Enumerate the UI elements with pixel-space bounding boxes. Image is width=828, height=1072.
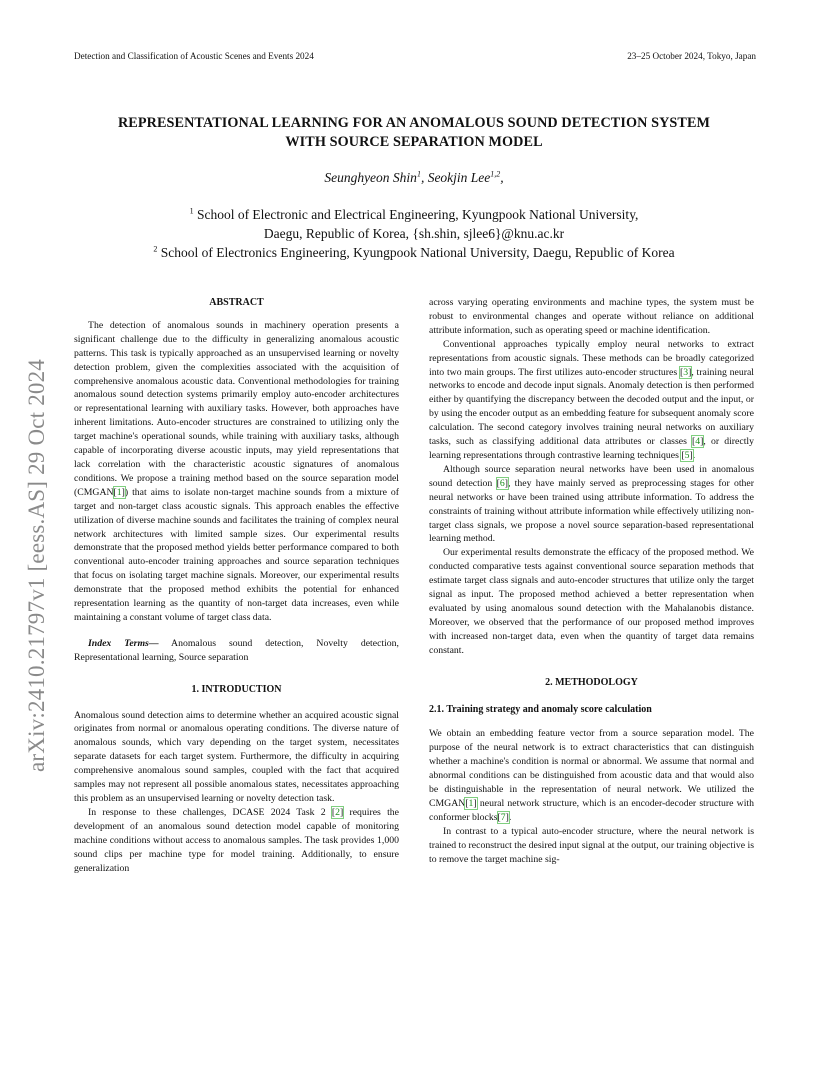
citation-link[interactable]: [ 7 ] <box>498 812 509 823</box>
abstract-heading: ABSTRACT <box>209 297 264 308</box>
arxiv-watermark: arXiv:2410.21797v1 [eess.AS] 29 Oct 2024 <box>24 358 49 772</box>
author-trailing: , <box>500 170 504 185</box>
author-2: Seokjin Lee <box>427 170 491 185</box>
citation-link[interactable]: [ 2 ] <box>332 807 343 818</box>
affiliations <box>50 205 778 262</box>
citation-link[interactable]: [ 6 ] <box>497 478 508 489</box>
author-1-affil: 1 <box>416 169 421 179</box>
citation-link[interactable]: [ 4 ] <box>692 436 703 447</box>
affiliation-1 <box>50 205 778 224</box>
intro-paragraph-2 <box>74 806 399 876</box>
citation-link[interactable]: [ 1 ] <box>465 798 476 809</box>
affil-1-marker: 1 <box>189 206 194 216</box>
intro-p3-part-3: , or directly learning representations through contrastive learning techniques <box>429 436 754 461</box>
index-terms-text: Anomalous sound detection, Novelty detection, Representational learning, Source separation <box>74 637 399 663</box>
citation-link[interactable]: [ 3 ] <box>680 367 691 378</box>
method-paragraph-2: In contrast to a typical auto-encoder structure, where the neural network is trained to reconstruct the desired input signal at the output, our training objective is to remove the target machine sig- <box>429 825 754 865</box>
citation-link[interactable]: [ 5 ] <box>681 450 692 461</box>
abstract-text-part-1: The detection of anomalous sounds in machinery operation presents a significant challenge due to the difficulty in generalizing anomalous acoustic patterns. This task is typically approached as an unsupervised learning or novelty detection problem, given the complexities associated with the acquisition of comprehensive anomalous acoustic data. Conventional methodologies for training anomalous sound detection systems primarily employ auto-encoder architectures or representational learning with auxiliary tasks. However, both approaches have inherent limitations. Auto-encoder structures are constrained to utilizing only the target machine's operational sounds, while training with auxiliary tasks, although capable of incorporating diverse acoustic inputs, may yield representations that lack correlation with the characteristic acoustic signatures of anomalous conditions. We propose a training method based on the source separation model (CMGAN <box>74 319 399 498</box>
intro-p4-part-2: , they have mainly served as preprocessing stages for other neural networks or have been trained using attribute information. To address the constraints of training without attribute information while effectively utilizing non-target class signals, we propose a novel source separation-based representational learning method. <box>429 477 755 545</box>
author-2-affil: 1,2 <box>490 169 501 179</box>
index-terms-label: Index Terms— <box>88 637 159 649</box>
abstract-text <box>74 319 399 625</box>
author-1: Seunghyeon Shin <box>324 170 417 185</box>
affil-1-line-1: School of Electronic and Electrical Engineering, Kyungpook National University, <box>193 207 639 222</box>
affil-1-line-2: Daegu, Republic of Korea, {sh.shin, sjlee6}@knu.ac.kr <box>263 226 565 241</box>
intro-paragraph-1: Anomalous sound detection aims to determine whether an acquired acoustic signal originates from normal or anomalous operating conditions. The diverse nature of anomalous sounds, which vary depending on the target system, necessitates separate datasets for each target system. Furthermore, the difficulty in acquiring comprehensive anomalous sound samples, coupled with the fact that acquired samples may not represent all possible anomalous states, necessitates approaching this problem as an unsupervised learning or novelty detection task. <box>74 709 399 804</box>
intro-paragraph-2-continued: across varying operating environments and machine types, the system must be robust to environmental changes and operate without reliance on additional attribute information, such as operating speed or machine identification. <box>429 297 754 336</box>
citation-link[interactable]: [ 1 ] <box>114 487 125 498</box>
intro-p2-part-2: requires the development of an anomalous sound detection model capable of monitoring machine conditions without access to anomalous samples. The task provides 1,000 sound clips per machine type for model training. Additionally, to ensure generalization <box>74 806 399 874</box>
method-p1-part-3: . <box>508 811 512 823</box>
intro-p3-part-2: , training neural networks to encode and decode input signals. Anomaly detection is then performed either by quantifying the discrepancy between the decoded output and the input, or by using the encoder output as an embedding feature for subsequent anomaly score calculation. The second category involves training neural networks on auxiliary tasks, such as classifying additional data attributes or classes <box>429 366 754 448</box>
intro-paragraph-5: Our experimental results demonstrate the efficacy of the proposed method. We conducted comparative tests against conventional source separation methods that estimate target class signals and auto-encoder structures that utilize only the target signal as input. The proposed method achieved a better representation when evaluated by using anomalous sound detection with the Mahalanobis distance. Moreover, we observed that the performance of our proposed method improves with increased non-target data, even when the quantity of target data remains constant. <box>429 547 754 656</box>
author-list <box>50 170 778 186</box>
intro-p3-part-4: . <box>692 449 696 461</box>
intro-p3-part-1: Conventional approaches typically employ neural networks to extract representations from acoustic signals. These methods can be broadly categorized into two main groups. The first utilizes auto-encoder structures <box>429 338 754 378</box>
method-p1-part-1: We obtain an embedding feature vector from a source separation model. The purpose of the neural network is to extract characteristics that can distinguish whether a machine's condition is normal or abnormal. We assume that normal and abnormal conditions can be distinguished from acoustic data and that would also be distinguishable in the representation of neural network. We utilized the CMGAN <box>429 728 754 809</box>
intro-p2-part-1: In response to these challenges, DCASE 2024 Task 2 <box>88 806 332 818</box>
running-header-left: Detection and Classification of Acoustic Scenes and Events 2024 <box>74 51 314 61</box>
subsection-heading: 2.1. Training strategy and anomaly score calculation <box>429 704 652 716</box>
paper-title <box>50 114 778 152</box>
affil-2-text: School of Electronics Engineering, Kyungpook National University, Daegu, Republic of Korea <box>157 245 675 260</box>
author-separator: , <box>420 170 428 185</box>
method-paragraph-1 <box>429 727 754 824</box>
index-terms <box>74 637 399 665</box>
title-line-1: REPRESENTATIONAL LEARNING FOR AN ANOMALOUS SOUND DETECTION SYSTEM <box>117 115 711 131</box>
affil-2-marker: 2 <box>153 244 158 254</box>
right-column <box>429 296 754 866</box>
affiliation-2 <box>50 243 778 262</box>
abstract-text-part-2: ) that aims to isolate non-target machine sounds from a mixture of target and non-target class acoustic signals. This approach enables the effective utilization of diverse machine sounds and facilitates the training of complex neural network architectures with limited sample sizes. Our experimental results demonstrate that the proposed method yields better performance compared to both conventional auto-encoder training approaches and source separation techniques that focus on isolating target machine signals. Moreover, our experimental results demonstrate that the proposed method exhibits the potential for enhanced representation learning as the quantity of non-target data increases, even while maintaining a constant volume of target class data. <box>74 486 399 623</box>
intro-paragraph-4 <box>429 463 754 546</box>
intro-paragraph-3 <box>429 338 754 463</box>
running-header-right: 23–25 October 2024, Tokyo, Japan <box>627 51 756 61</box>
title-line-2: WITH SOURCE SEPARATION MODEL <box>285 134 543 150</box>
methodology-heading: 2. METHODOLOGY <box>545 676 638 688</box>
left-column <box>74 296 399 875</box>
method-p1-part-2: neural network structure, which is an encoder-decoder structure with conformer blocks <box>429 797 754 823</box>
introduction-heading: 1. INTRODUCTION <box>191 683 282 695</box>
intro-p4-part-1: Although source separation neural networks have been used in anomalous sound detection <box>429 463 754 489</box>
